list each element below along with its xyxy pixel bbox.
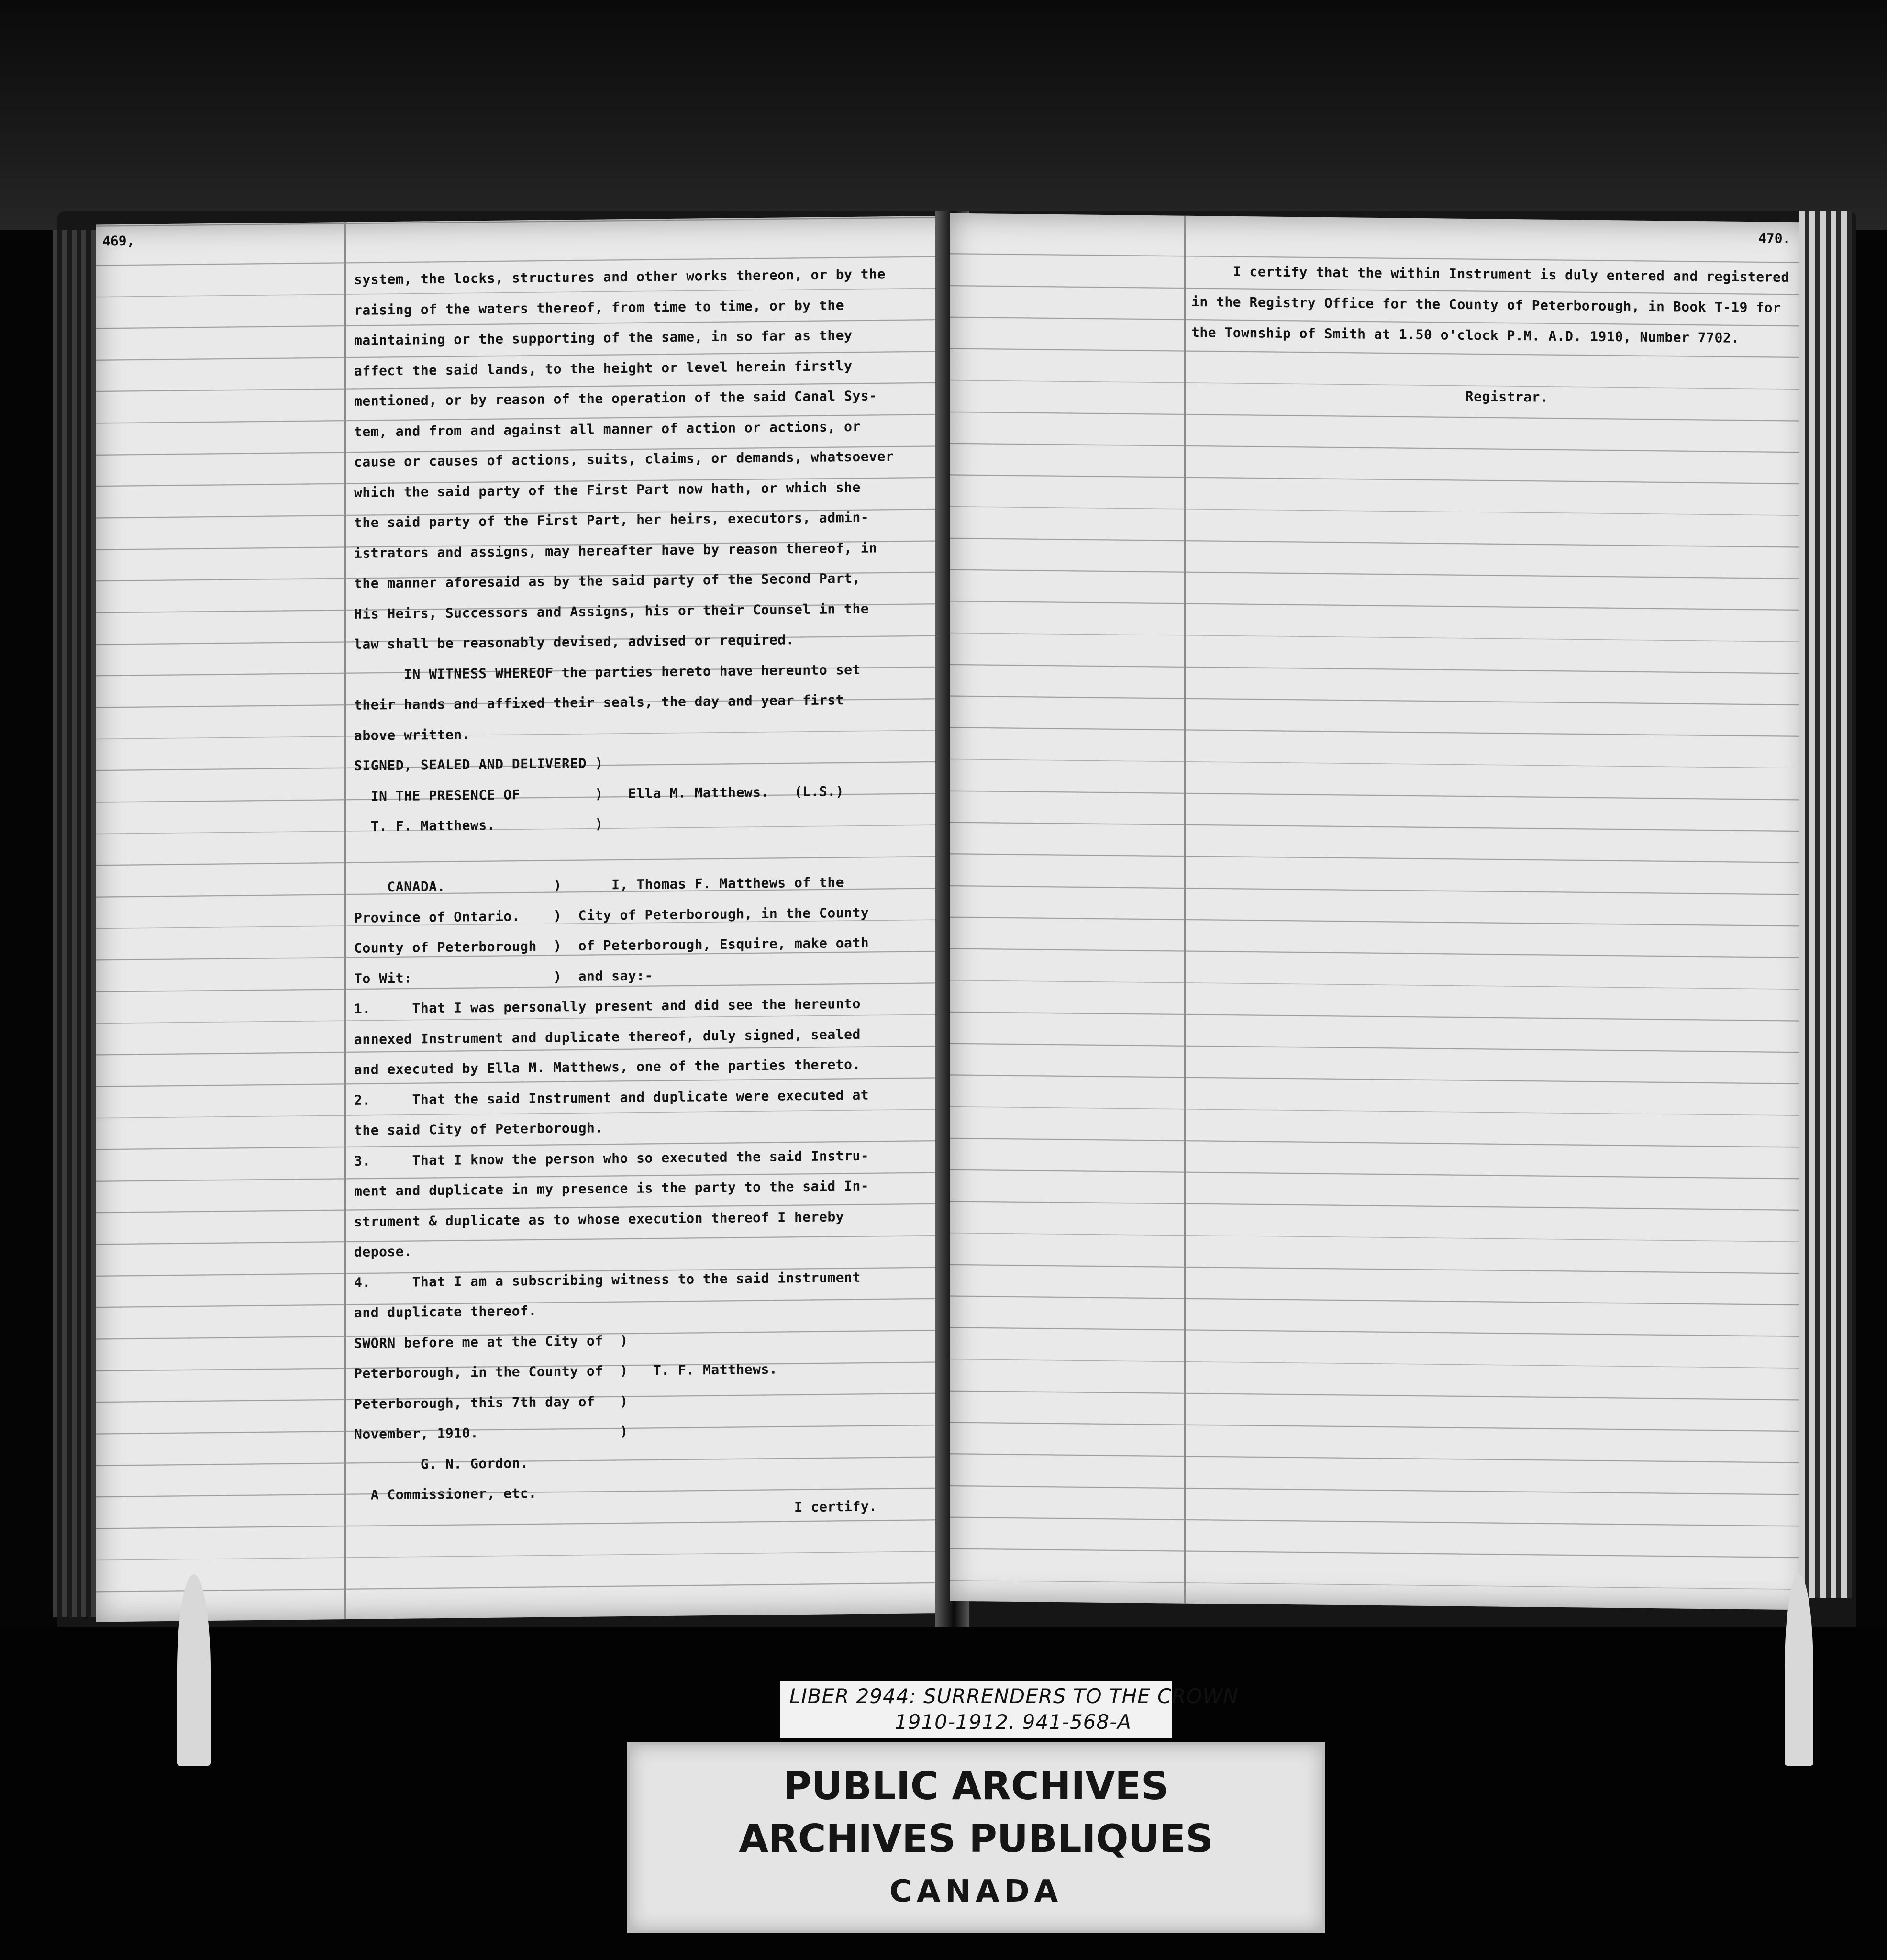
left-page-number: 469, [102, 233, 135, 249]
left-page-line: T. F. Matthews. ) [354, 816, 603, 835]
right-book-stand [1785, 1574, 1813, 1766]
left-page-line: 1. That I was personally present and did see the hereunto [354, 995, 861, 1017]
left-page-line: Peterborough, this 7th day of ) [354, 1393, 628, 1412]
left-page-line: depose. [354, 1243, 412, 1260]
left-page-line: 2. That the said Instrument and duplicate were executed at [354, 1087, 869, 1108]
left-book-stand [177, 1574, 211, 1766]
right-page [950, 213, 1809, 1610]
left-page-line: To Wit: ) and say:- [354, 967, 653, 987]
left-page-line: the manner aforesaid as by the said party of the Second Part, [354, 570, 861, 591]
handwritten-line-2: 1910-1912. 941-568-A [895, 1710, 1132, 1734]
right-page-line: in the Registry Office for the County of Peterborough, in Book T-19 for [1191, 293, 1781, 316]
left-page-edges [53, 230, 100, 1617]
left-page-footer: I certify. [794, 1498, 877, 1515]
right-page-edges [1799, 211, 1852, 1598]
left-page-line: County of Peterborough ) of Peterborough, Esquire, make oath [354, 935, 869, 956]
right-margin-rule [1184, 216, 1186, 1604]
right-page-number: 470. [1758, 230, 1791, 247]
left-page-line: His Heirs, Successors and Assigns, his or their Counsel in the [354, 601, 869, 622]
left-page-line: Province of Ontario. ) City of Peterborough, in the County [354, 904, 869, 926]
left-page-line: raising of the waters thereof, from time to time, or by the [354, 297, 844, 318]
left-margin-rule [344, 222, 346, 1619]
archive-card [627, 1742, 1325, 1933]
left-page-line: tem, and from and against all manner of action or actions, or [354, 418, 861, 440]
left-page-line: above written. [354, 726, 471, 744]
left-page-line: CANADA. ) I, Thomas F. Matthews of the [354, 874, 844, 895]
handwritten-line-1: LIBER 2944: SURRENDERS TO THE CROWN [789, 1684, 1239, 1708]
archive-line-3: CANADA [889, 1874, 1063, 1909]
left-page-line: and executed by Ella M. Matthews, one of the parties thereto. [354, 1056, 861, 1078]
left-page-line: strument & duplicate as to whose execution thereof I hereby [354, 1208, 844, 1230]
left-page-line: the said City of Peterborough. [354, 1120, 603, 1138]
left-page-line: IN WITNESS WHEREOF the parties hereto have hereunto set [354, 661, 861, 683]
right-page-line: the Township of Smith at 1.50 o'clock P.M. A.D. 1910, Number 7702. [1191, 324, 1740, 346]
left-page-line: mentioned, or by reason of the operation of the said Canal Sys- [354, 388, 877, 409]
right-page-line: I certify that the within Instrument is duly entered and registered [1191, 263, 1789, 285]
left-page-line: the said party of the First Part, her heirs, executors, admin- [354, 509, 869, 531]
left-page-line: Peterborough, in the County of ) T. F. Matthews. [354, 1361, 778, 1381]
background-top [0, 0, 1887, 230]
left-page-line: system, the locks, structures and other works thereon, or by the [354, 266, 886, 288]
left-page-line: annexed Instrument and duplicate thereof, duly signed, sealed [354, 1026, 861, 1047]
left-page-line: SWORN before me at the City of ) [354, 1332, 628, 1351]
left-page-line: 4. That I am a subscribing witness to the said instrument [354, 1269, 861, 1291]
left-page-line: which the said party of the First Part now hath, or which she [354, 479, 861, 501]
left-page-line: maintaining or the supporting of the same, in so far as they [354, 327, 853, 348]
left-page-line: cause or causes of actions, suits, claims, or demands, whatsoever [354, 448, 894, 470]
archive-line-1: PUBLIC ARCHIVES [783, 1764, 1169, 1808]
left-page-line: law shall be reasonably devised, advised or required. [354, 632, 794, 652]
left-page-line: November, 1910. ) [354, 1423, 628, 1442]
left-page-line: affect the said lands, to the height or level herein firstly [354, 357, 853, 379]
handwritten-label [780, 1681, 1239, 1738]
left-page-line: SIGNED, SEALED AND DELIVERED ) [354, 755, 603, 774]
left-page-line: istrators and assigns, may hereafter have by reason thereof, in [354, 539, 877, 561]
archive-line-2: ARCHIVES PUBLIQUES [739, 1816, 1213, 1861]
left-page-line: G. N. Gordon. [354, 1455, 529, 1473]
left-page-line: IN THE PRESENCE OF ) Ella M. Matthews. (L.S.) [354, 783, 844, 804]
left-page [96, 215, 966, 1622]
left-page-line: 3. That I know the person who so executed the said Instru- [354, 1147, 869, 1169]
left-page-line: ment and duplicate in my presence is the party to the said In- [354, 1178, 869, 1199]
right-page-line: Registrar. [1191, 385, 1549, 405]
left-page-line: and duplicate thereof. [354, 1303, 537, 1321]
left-page-line: A Commissioner, etc. [354, 1485, 537, 1503]
left-page-line: their hands and affixed their seals, the day and year first [354, 692, 844, 713]
